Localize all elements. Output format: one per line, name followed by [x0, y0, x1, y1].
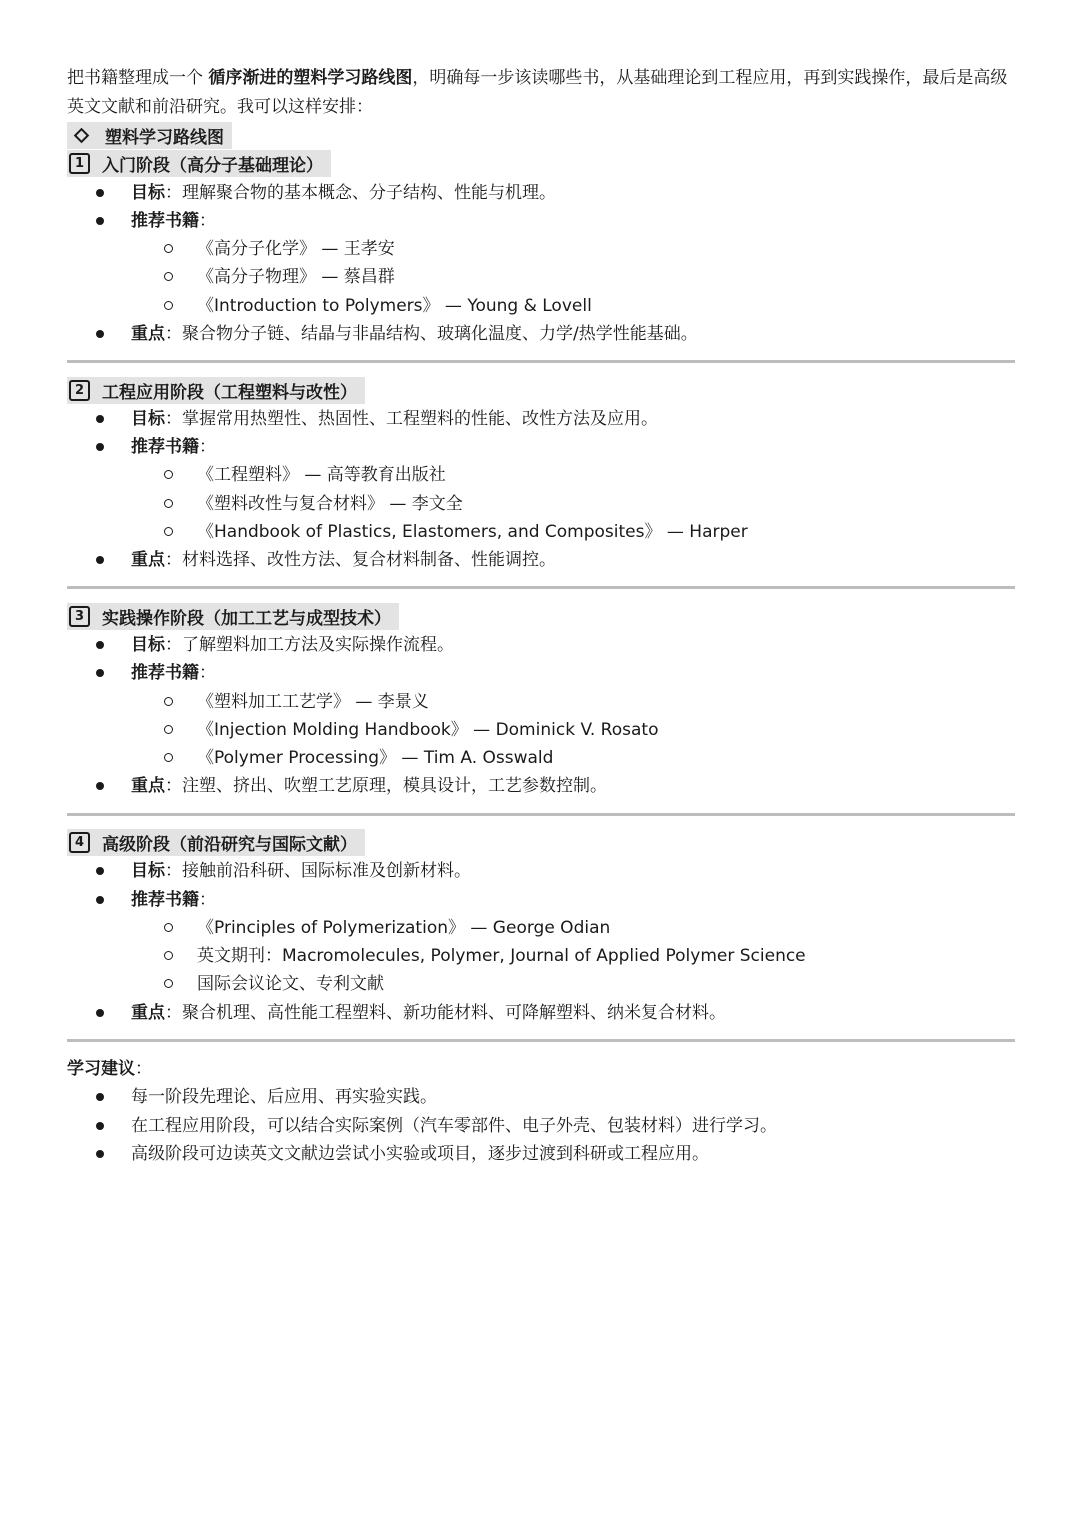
- goal-label: 目标: [131, 409, 165, 429]
- focus-text: 聚合机理、高性能工程塑料、新功能材料、可降解塑料、纳米复合材料。: [182, 1003, 726, 1023]
- goal-label: 目标: [131, 861, 165, 881]
- stage-3-heading: [67, 603, 399, 630]
- goal-text: 接触前沿科研、国际标准及创新材料。: [182, 861, 471, 881]
- books-label: 推荐书籍: [131, 890, 199, 910]
- focus-label: 重点: [131, 324, 165, 344]
- focus-text: 聚合物分子链、结晶与非晶结构、玻璃化温度、力学/热学性能基础。: [182, 324, 698, 344]
- stage-1-title: 入门阶段（高分子基础理论）: [102, 156, 323, 176]
- intro-paragraph: [67, 64, 1017, 122]
- books-label: 推荐书籍: [131, 437, 199, 457]
- stage-2-heading: [67, 377, 365, 404]
- divider: [67, 586, 1015, 589]
- focus-label: 重点: [131, 1003, 165, 1023]
- focus-text: 注塑、挤出、吹塑工艺原理，模具设计，工艺参数控制。: [182, 776, 607, 796]
- intro-text-post: ，明确每一步该读哪些书，从基础理论到工程应用，再到实践操作，最后是高级英文文献和前沿研究。我可以这样安排：: [67, 68, 1008, 117]
- intro-text-bold: 循序渐进的塑料学习路线图: [208, 68, 413, 88]
- goal-text: 掌握常用热塑性、热固性、工程塑料的性能、改性方法及应用。: [182, 409, 658, 429]
- books-label: 推荐书籍: [131, 663, 199, 683]
- focus-text: 材料选择、改性方法、复合材料制备、性能调控。: [182, 550, 556, 570]
- tips-heading: 学习建议：: [67, 1059, 152, 1079]
- stage-3-title: 实践操作阶段（加工工艺与成型技术）: [102, 609, 391, 629]
- divider: [67, 1039, 1015, 1042]
- focus-label: 重点: [131, 776, 165, 796]
- number-4-icon: 4: [69, 832, 90, 853]
- number-2-icon: 2: [69, 380, 90, 401]
- goal-label: 目标: [131, 635, 165, 655]
- divider: [67, 813, 1015, 816]
- divider: [67, 360, 1015, 363]
- focus-label: 重点: [131, 550, 165, 570]
- books-label: 推荐书籍: [131, 211, 199, 231]
- tips-title: 学习建议: [67, 1059, 135, 1079]
- intro-text-pre: 把书籍整理成一个: [67, 68, 209, 88]
- number-1-icon: 1: [69, 153, 90, 174]
- goal-text: 理解聚合物的基本概念、分子结构、性能与机理。: [182, 183, 556, 203]
- roadmap-heading: [67, 122, 232, 149]
- diamond-icon: [74, 128, 90, 144]
- stage-1-heading: [67, 150, 331, 177]
- document-page: 把书籍整理成一个 循序渐进的塑料学习路线图，明确每一步该读哪些书，从基础理论到工程应用，再到实践操作，最后是高级英文文献和前沿研究。我可以这样安排： 塑料学习路线图 1 入门阶段（高分子基础理论） 目标：理解聚合物的基本概念、分子结构、性能与机理。 推荐书籍： 《高分子化学》 — 王孝安 《高分子物理》 — 蔡昌群 《Introduction to Polymers》 — Young & Lovell 重点：聚合物分子链、结晶与非晶结构、玻璃化温度、力学/热学性能基础。 2 工程应用阶段（工程塑料与改性） 目标：掌握常用热塑性、热固性、工程塑料的性能、改性方法及应用。 推荐书籍： 《工程塑料》 — 高等教育出版社 《塑料改性与复合材料》 — 李文全 《Handbook of Plastics, Elastomers, and Composites》 — Harper 重点：材料选择、改性方法、复合材料制备、性能调控。 3 实践操作阶段（加工工艺与成型技术） 目标：了解塑料加工方法及实际操作流程。 推荐书籍： 《塑料加工工艺学》 — 李景义 《Injection Molding Handbook》 — Dominick V. Rosato 《Polymer Processing》 — Tim A. Osswald 重点：注塑、挤出、吹塑工艺原理，模具设计，工艺参数控制。 4 高级阶段（前沿研究与国际文献） 目标：接触前沿科研、国际标准及创新材料。 推荐书籍： 《Principles of Polymerization》 — George Odian 英文期刊：Macromolecules, Polymer, Journal of Applied Polymer Science 国际会议论文、专利文献 重点：聚合机理、高性能工程塑料、新功能材料、可降解塑料、纳米复合材料。 学习建议： 每一阶段先理论、后应用、再实验实践。 在工程应用阶段，可以结合实际案例（汽车零部件、电子外壳、包装材料）进行学习。 高级阶段可边读英文文献边尝试小实验或项目，逐步过渡到科研或工程应用。: [0, 0, 1080, 1527]
- stage-2-title: 工程应用阶段（工程塑料与改性）: [102, 383, 357, 403]
- number-3-icon: 3: [69, 606, 90, 627]
- goal-text: 了解塑料加工方法及实际操作流程。: [182, 635, 454, 655]
- roadmap-title: 塑料学习路线图: [105, 128, 224, 148]
- stage-4-heading: [67, 829, 365, 856]
- goal-label: 目标: [131, 183, 165, 203]
- stage-4-title: 高级阶段（前沿研究与国际文献）: [102, 835, 357, 855]
